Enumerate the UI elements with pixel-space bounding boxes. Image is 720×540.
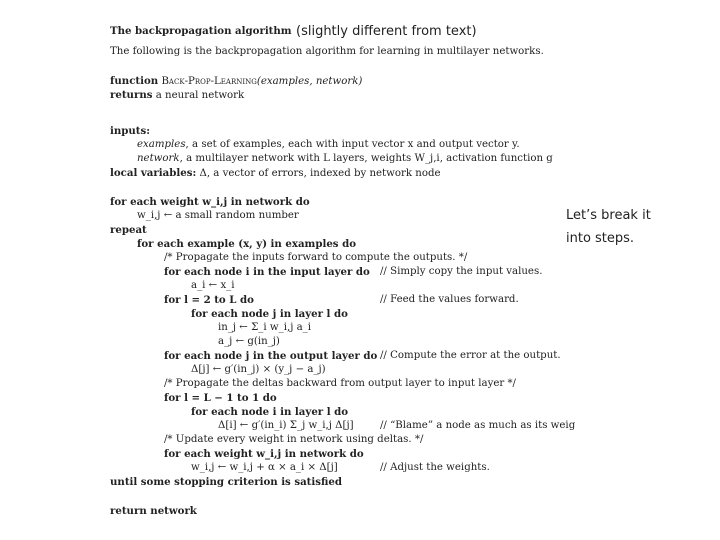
alg-line-02: w_i,j ← a small random number bbox=[137, 210, 299, 221]
function-header bbox=[110, 74, 362, 89]
alg-line-06: for each node i in the input layer do bbox=[164, 266, 370, 278]
local-variables: local variables: Δ, a vector of errors, indexed by network node bbox=[110, 167, 441, 179]
alg-line-03: repeat bbox=[110, 224, 147, 236]
input-network: network, a multilayer network with L layers, weights W_j,i, activation function g bbox=[137, 153, 553, 164]
annotation-side-line1: Let’s break it bbox=[566, 208, 651, 223]
alg-line-14: /* Propagate the deltas backward from output layer to input layer */ bbox=[164, 378, 516, 389]
alg-line-22: return network bbox=[110, 505, 197, 517]
kw-function: function bbox=[110, 75, 159, 87]
alg-line-15: for l = L − 1 to 1 do bbox=[164, 392, 277, 404]
alg-line-07: a_i ← x_i bbox=[191, 280, 235, 291]
input-examples: examples, a set of examples, each with input vector x and output vector y. bbox=[137, 139, 520, 150]
returns-text: a neural network bbox=[155, 90, 245, 101]
kw-returns: returns bbox=[110, 89, 153, 101]
alg-line-01: for each weight w_i,j in network do bbox=[110, 196, 310, 208]
alg-comment-06: // Simply copy the input values. bbox=[380, 266, 543, 277]
alg-line-12: for each node j in the output layer do bbox=[164, 350, 378, 362]
alg-comment-08: // Feed the values forward. bbox=[380, 294, 519, 305]
alg-line-10: in_j ← Σ_i w_i,j a_i bbox=[218, 322, 312, 333]
inputs-label: inputs: bbox=[110, 125, 151, 137]
alg-line-21: until some stopping criterion is satisfied bbox=[110, 476, 342, 488]
returns-line bbox=[110, 88, 244, 103]
annotation-side-line2: into steps. bbox=[566, 231, 635, 246]
function-params: (examples, network) bbox=[256, 76, 363, 87]
alg-line-13: Δ[j] ← g′(in_j) × (y_j − a_j) bbox=[191, 364, 326, 375]
alg-line-08: for l = 2 to L do bbox=[164, 294, 254, 306]
alg-comment-12: // Compute the error at the output. bbox=[380, 350, 561, 361]
annotation-top: (slightly different from text) bbox=[296, 24, 477, 39]
alg-line-16: for each node i in layer l do bbox=[191, 406, 349, 418]
alg-line-09: for each node j in layer l do bbox=[191, 308, 348, 320]
algorithm-title: The backpropagation algorithm bbox=[110, 25, 292, 37]
annotation-side bbox=[566, 204, 676, 250]
alg-line-20: w_i,j ← w_i,j + α × a_i × Δ[j] bbox=[191, 462, 338, 473]
alg-line-18: /* Update every weight in network using deltas. */ bbox=[164, 434, 424, 445]
alg-line-11: a_j ← g(in_j) bbox=[218, 336, 280, 347]
algorithm-intro: The following is the backpropagation algorithm for learning in multilayer networks. bbox=[110, 46, 544, 57]
function-name: Back-Prop-Learning bbox=[161, 76, 257, 87]
alg-line-17: Δ[i] ← g′(in_i) Σ_j w_i,j Δ[j] bbox=[218, 420, 354, 431]
alg-line-05: /* Propagate the inputs forward to compute the outputs. */ bbox=[164, 252, 468, 263]
alg-comment-17: // “Blame” a node as much as its weig bbox=[380, 420, 576, 431]
alg-line-19: for each weight w_i,j in network do bbox=[164, 448, 364, 460]
alg-comment-20: // Adjust the weights. bbox=[380, 462, 490, 473]
alg-line-04: for each example (x, y) in examples do bbox=[137, 238, 356, 250]
